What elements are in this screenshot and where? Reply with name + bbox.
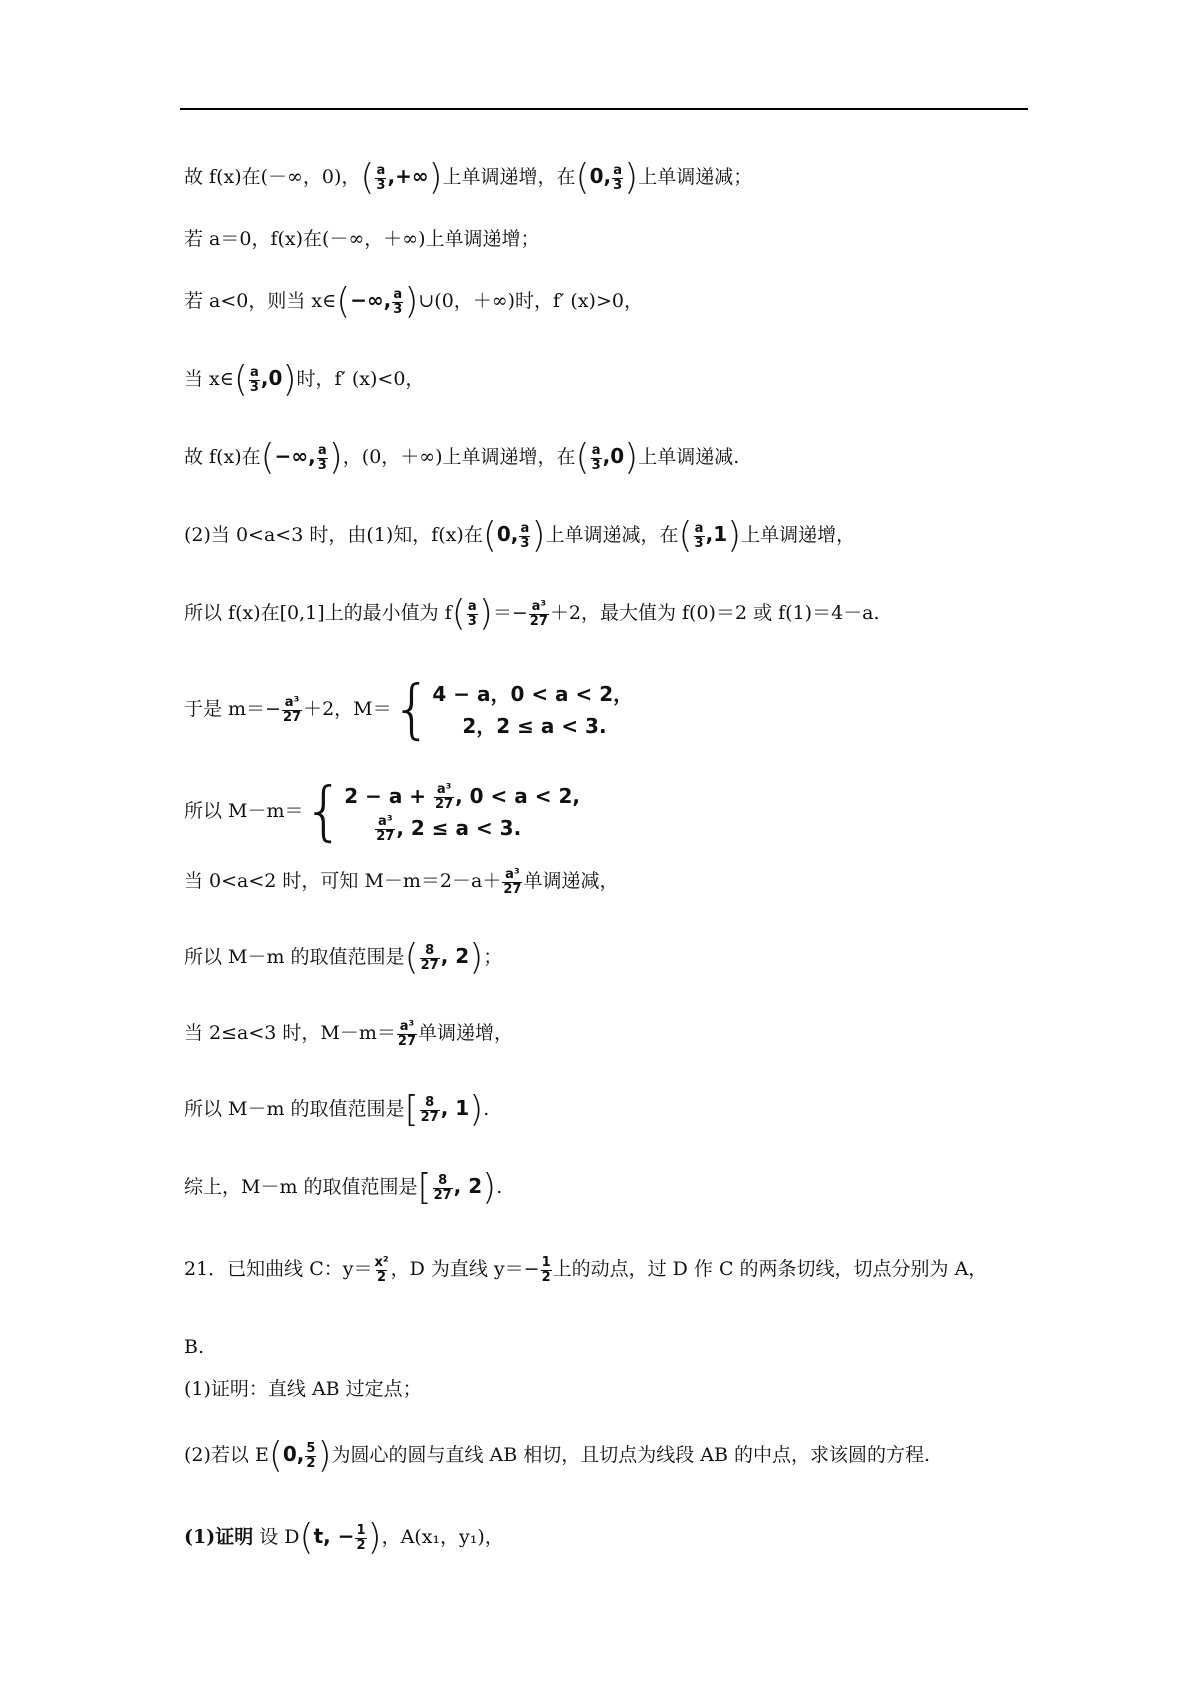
text-line-3: 若 a<0，则当 x∈(−∞, $\frac{a}{3}$ )∪(0，＋∞)时，f′ (x)>0， (184, 281, 643, 322)
text-line-14: 综上，M－m 的取值范围是[ $\frac{8}{27}$ , 2). (184, 1167, 503, 1208)
header-rule (180, 108, 1028, 110)
text-line-11: 所以 M－m 的取值范围是( $\frac{8}{27}$ , 2)； (184, 937, 503, 978)
text-line-18: (2)若以 E(0, $\frac{5}{2}$ )为圆心的圆与直线 AB 相切，且切点为线段 AB 的中点，求该圆的方程. (184, 1435, 931, 1476)
text-line-13: 所以 M－m 的取值范围是[ $\frac{8}{27}$ , 1). (184, 1089, 490, 1130)
text-line-2: 若 a＝0，f(x)在(－∞，＋∞)上单调递增； (184, 228, 540, 250)
text-line-1: 故 f(x)在(－∞，0)，( $\frac{a}{3}$ ,+∞)上单调递增，在(0, $\frac{a}{3}$ )上单调递减； (184, 157, 753, 198)
text-line-12: 当 2≤a<3 时，M－m＝ $\frac{\text{a³}}{27}$ 单调递增， (184, 1019, 514, 1049)
text-line-7: 所以 f(x)在[0,1]上的最小值为 f( $\frac{a}{3}$ )＝− $\frac{\text{a³}}{27}$ ＋2，最大值为 f(0)＝2 或 f(1)＝4－a. (184, 593, 880, 634)
text-line-4: 当 x∈( $\frac{a}{3}$ ,0)时，f′ (x)<0， (184, 359, 425, 400)
text-line-19: (1)证明 设 D(t, − $\frac{1}{2}$ )，A(x₁，y₁)， (184, 1517, 504, 1558)
text-line-17: (1)证明：直线 AB 过定点； (184, 1378, 422, 1400)
text-line-6: (2)当 0<a<3 时，由(1)知，f(x)在(0, $\frac{a}{3}$ )上单调递减，在( $\frac{a}{3}$ ,1)上单调递增， (184, 515, 856, 556)
text-line-5: 故 f(x)在(−∞, $\frac{a}{3}$ )，(0，＋∞)上单调递增，在( $\frac{a}{3}$ ,0)上单调递减. (184, 437, 740, 478)
text-line-10: 当 0<a<2 时，可知 M－m＝2－a＋ $\frac{\text{a³}}{27}$ 单调递减， (184, 867, 619, 897)
text-line-9: 所以 M－m＝{ 2 − a + $\frac{\text{a³}}{27}$ , 0 < a < 2, $\frac{\text{a³}}{27}$ , 2 ≤ a < 3. (184, 775, 580, 849)
text-line-15: 21．已知曲线 C：y＝ $\frac{\text{x²}}{2}$ ，D 为直线 y＝− $\frac{1}{2}$ 上的动点，过 D 作 C 的两条切线，切点分别为 A， (184, 1255, 988, 1285)
text-line-16: B. (184, 1336, 205, 1358)
text-line-8: 于是 m＝− $\frac{\text{a³}}{27}$ ＋2，M＝{ 4 − a，0 < a < 2， 2，2 ≤ a < 3. (184, 673, 634, 747)
